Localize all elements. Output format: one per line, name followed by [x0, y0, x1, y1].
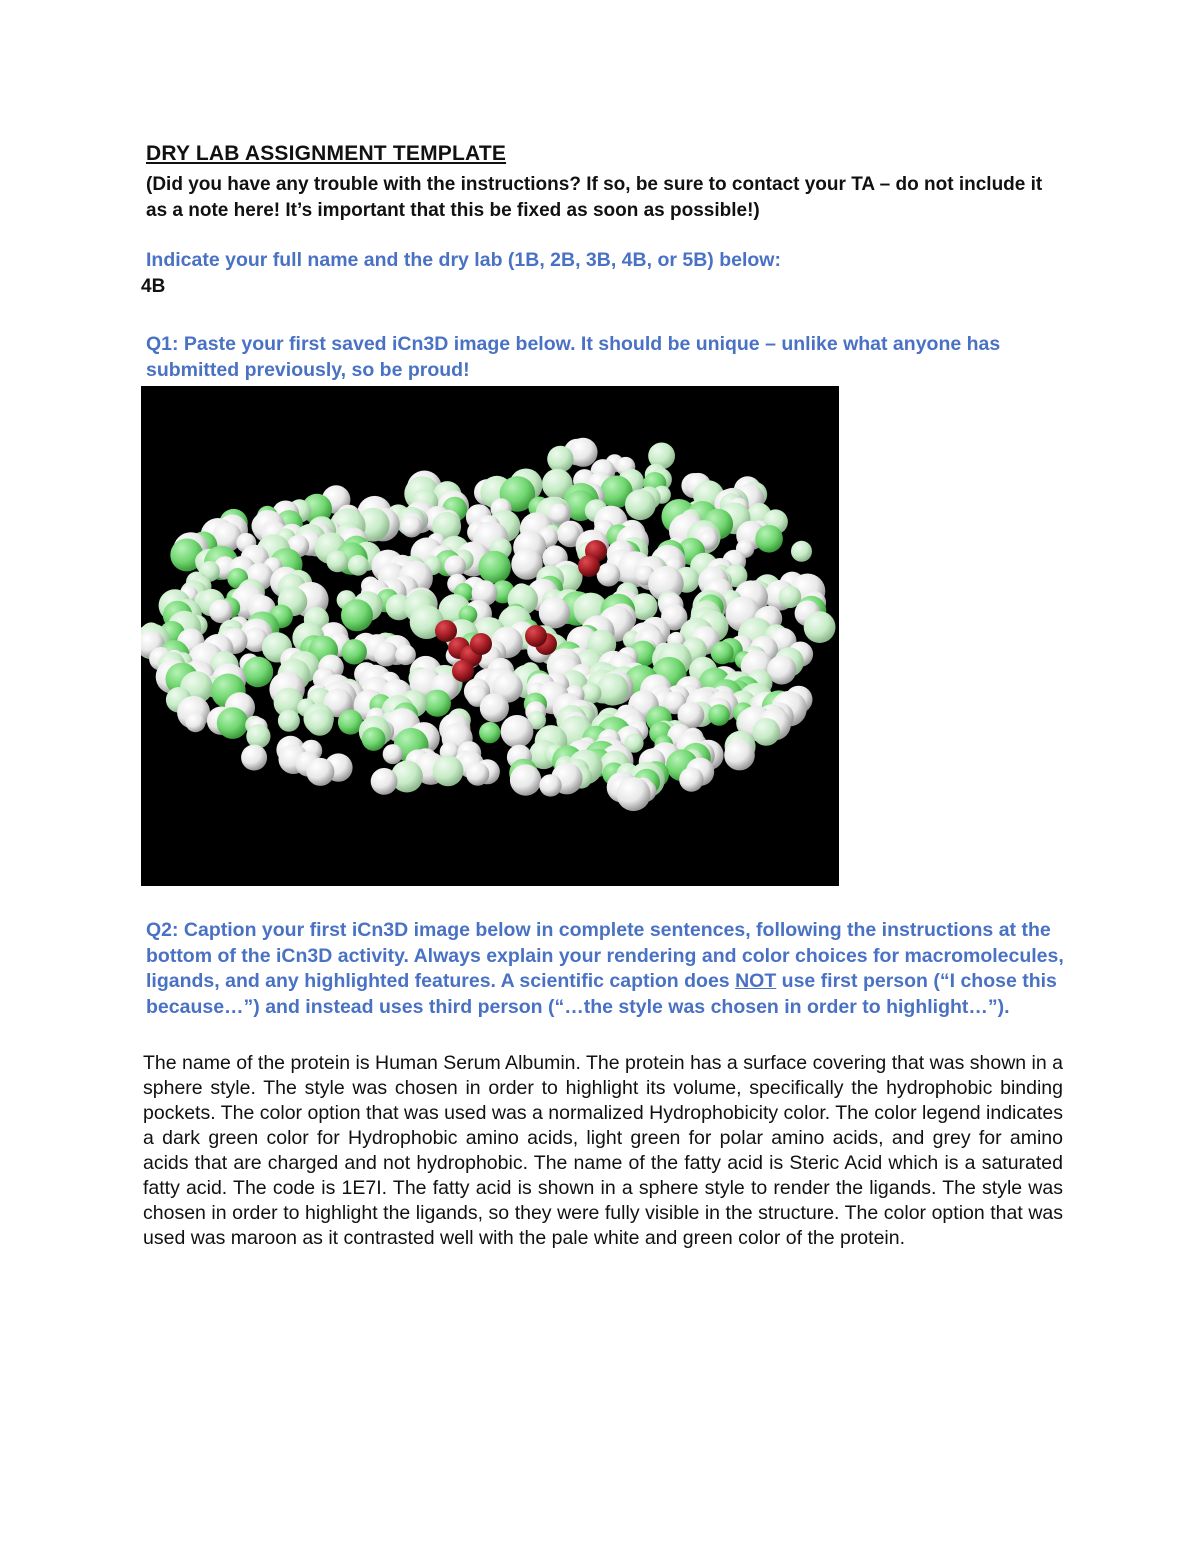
surface-sphere — [348, 555, 369, 576]
surface-sphere — [371, 768, 398, 795]
surface-sphere — [625, 489, 656, 520]
surface-sphere — [711, 641, 734, 664]
surface-sphere — [209, 600, 233, 624]
surface-sphere — [185, 712, 205, 732]
surface-sphere — [306, 758, 334, 786]
name-answer: 4B — [141, 276, 166, 297]
surface-sphere — [362, 727, 386, 751]
surface-sphere — [342, 639, 367, 664]
protein-surface-render — [141, 386, 839, 886]
surface-sphere — [433, 756, 464, 787]
surface-sphere — [679, 767, 703, 791]
surface-sphere — [341, 599, 373, 631]
surface-sphere — [374, 642, 399, 667]
q2-prompt-part1: Q2: Caption your first iCn3D image below in complete sentences, following the instructions at the bottom of the iCn3D activity. Always explain your rendering and color choices for macromolecules, ligands, and any highlighted features. A scientific caption does — [146, 919, 1064, 992]
surface-sphere — [597, 563, 621, 587]
surface-sphere — [617, 777, 651, 811]
surface-sphere — [424, 690, 451, 717]
surface-sphere — [547, 446, 573, 472]
surface-sphere — [510, 764, 541, 795]
surface-sphere — [708, 704, 730, 726]
surface-sphere — [752, 718, 780, 746]
ligand-sphere — [578, 555, 600, 577]
surface-sphere — [401, 516, 423, 538]
surface-sphere — [804, 611, 836, 643]
ligand-sphere — [452, 660, 474, 682]
surface-sphere — [383, 744, 403, 764]
surface-sphere — [549, 504, 570, 525]
surface-sphere — [466, 763, 489, 786]
surface-sphere — [278, 710, 300, 732]
instructions-note: (Did you have any trouble with the instructions? If so, be sure to contact your TA – do not include it as a note here! It’s important that this be fixed as soon as possible!) — [146, 174, 1043, 221]
surface-sphere — [395, 645, 416, 666]
ligand-sphere — [470, 633, 492, 655]
q2-prompt-emphasis: NOT — [735, 970, 777, 992]
surface-sphere — [480, 693, 509, 722]
surface-sphere — [539, 774, 561, 796]
protein-surface-spheres — [141, 438, 835, 811]
surface-sphere — [597, 673, 629, 705]
surface-sphere — [243, 657, 274, 688]
icn3d-protein-image — [141, 386, 839, 886]
q2-prompt-part2: use first person (“I chose this because…”) and instead uses third person (“…the style was chosen in order to highlight…”). — [146, 970, 1057, 1018]
surface-sphere — [241, 745, 267, 771]
ligand-sphere — [525, 625, 547, 647]
surface-sphere — [479, 722, 500, 743]
surface-sphere — [307, 709, 333, 735]
surface-sphere — [501, 715, 534, 748]
q1-prompt: Q1: Paste your first saved iCn3D image below. It should be unique – unlike what anyone has submitted previously, so be proud! — [146, 333, 1001, 381]
surface-sphere — [327, 550, 349, 572]
surface-sphere — [217, 707, 249, 739]
name-prompt: Indicate your full name and the dry lab (1B, 2B, 3B, 4B, or 5B) below: — [146, 249, 781, 271]
q2-caption-answer: The name of the protein is Human Serum Albumin. The protein has a surface covering that was shown in a sphere style. The style was chosen in order to highlight its volume, specifically the hydrophobic binding pockets. The color option that was used was a normalized Hydrophobicity color. The color legend indicates a dark green color for Hydrophobic amino acids, light green for polar amino acids, and grey for amino acids that are charged and not hydrophobic. The name of the fatty acid is Steric Acid which is a saturated fatty acid. The code is 1E7I. The fatty acid is shown in a sphere style to render the ligands. The style was chosen in order to highlight the ligands, so they were fully visible in the structure. The color option that was used was maroon as it contrasted well with the pale white and green color of the protein. — [143, 1052, 1063, 1249]
surface-sphere — [246, 724, 270, 748]
surface-sphere — [539, 597, 570, 628]
surface-sphere — [724, 740, 755, 771]
surface-sphere — [478, 551, 511, 584]
page-title: DRY LAB ASSIGNMENT TEMPLATE — [146, 142, 507, 165]
surface-sphere — [791, 541, 812, 562]
surface-sphere — [444, 555, 466, 577]
q2-prompt — [146, 918, 1086, 1020]
surface-sphere — [755, 525, 783, 553]
